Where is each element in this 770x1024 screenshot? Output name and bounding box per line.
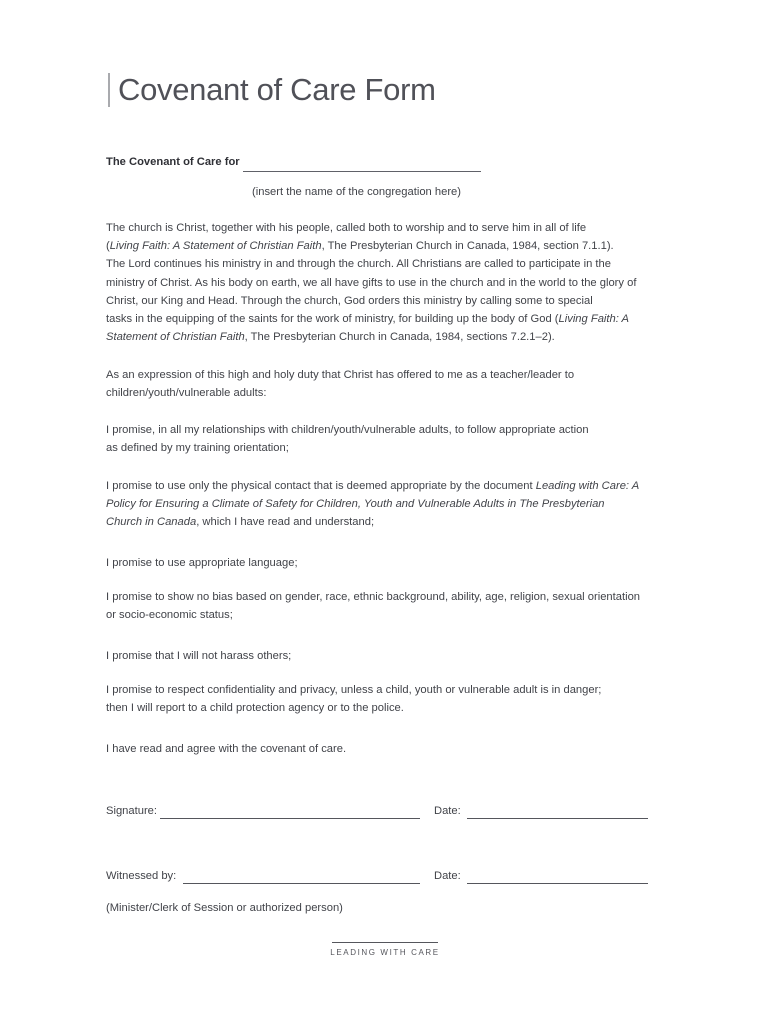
intro-line: ministry of Christ. As his body on earth, we all have gifts to use in the church and in the world to the glory of: [106, 276, 637, 289]
promise-line: I promise to use only the physical contact that is deemed appropriate by the document Leading with Care: A: [106, 480, 640, 492]
agreement-line: I have read and agree with the covenant of care.: [106, 743, 347, 755]
witnessed-label: Witnessed by:: [106, 870, 177, 882]
intro-line: Christ, our King and Head. Through the church, God orders this ministry by calling some to special: [106, 294, 593, 307]
promise-line: then I will report to a child protection agency or to the police.: [106, 702, 404, 715]
intro-line: tasks in the equipping of the saints for the work of ministry, for building up the body of God (Living Faith: A: [106, 313, 629, 326]
promise-contact: [106, 477, 671, 532]
witness-date-label: Date:: [434, 870, 461, 882]
promise-line: I promise to respect confidentiality and privacy, unless a child, youth or vulnerable adult is in danger;: [106, 684, 602, 696]
promise-no-bias: [106, 588, 671, 624]
promise-training: [106, 421, 671, 457]
signature-field[interactable]: [160, 818, 420, 819]
expression-line: children/youth/vulnerable adults:: [106, 387, 267, 400]
signature-row: [106, 805, 666, 823]
signature-label: Signature:: [106, 805, 157, 817]
promise-confidentiality: [106, 681, 671, 717]
intro-line: The Lord continues his ministry in and through the church. All Christians are called to participate in the: [106, 258, 611, 271]
page-title-block: [108, 70, 436, 110]
covenant-for-label: The Covenant of Care for: [106, 156, 240, 168]
date-label: Date:: [434, 805, 461, 817]
covenant-for-line: [106, 153, 671, 172]
promise-language: [106, 554, 671, 572]
intro-line: Statement of Christian Faith, The Presbyterian Church in Canada, 1984, sections 7.2.1–2).: [106, 331, 555, 344]
promise-line: Policy for Ensuring a Climate of Safety for Children, Youth and Vulnerable Adults in The Presbyterian: [106, 498, 605, 511]
witness-date-field[interactable]: [467, 883, 648, 884]
page-title: Covenant of Care Form: [118, 72, 436, 107]
promise-line: I promise that I will not harass others;: [106, 650, 292, 662]
promise-line: or socio-economic status;: [106, 609, 233, 622]
footer-text: LEADING WITH CARE: [330, 948, 440, 957]
intro-line: The church is Christ, together with his people, called both to worship and to serve him in all of life: [106, 222, 587, 234]
witness-row: [106, 870, 666, 888]
promise-line: as defined by my training orientation;: [106, 442, 289, 455]
intro-paragraph: [106, 219, 671, 346]
witness-signature-field[interactable]: [183, 883, 420, 884]
promise-line: I promise, in all my relationships with children/youth/vulnerable adults, to follow appropriate action: [106, 424, 589, 436]
expression-line: As an expression of this high and holy duty that Christ has offered to me as a teacher/leader to: [106, 369, 575, 381]
congregation-name-field[interactable]: [243, 153, 481, 172]
promise-no-harass: [106, 647, 671, 665]
agreement-statement: [106, 740, 671, 758]
promise-line: I promise to show no bias based on gender, race, ethnic background, ability, age, religion, sexual orientation: [106, 591, 641, 603]
intro-line: (Living Faith: A Statement of Christian Faith, The Presbyterian Church in Canada, 1984, section 7.1.1).: [106, 240, 614, 253]
expression-paragraph: [106, 366, 671, 402]
promise-line: I promise to use appropriate language;: [106, 557, 298, 569]
footer-rule: [332, 942, 438, 943]
title-accent-bar: [108, 73, 110, 107]
witness-note: (Minister/Clerk of Session or authorized person): [106, 902, 343, 914]
insert-hint: (insert the name of the congregation here): [252, 186, 461, 198]
promise-line: Church in Canada, which I have read and understand;: [106, 516, 375, 529]
signature-date-field[interactable]: [467, 818, 648, 819]
